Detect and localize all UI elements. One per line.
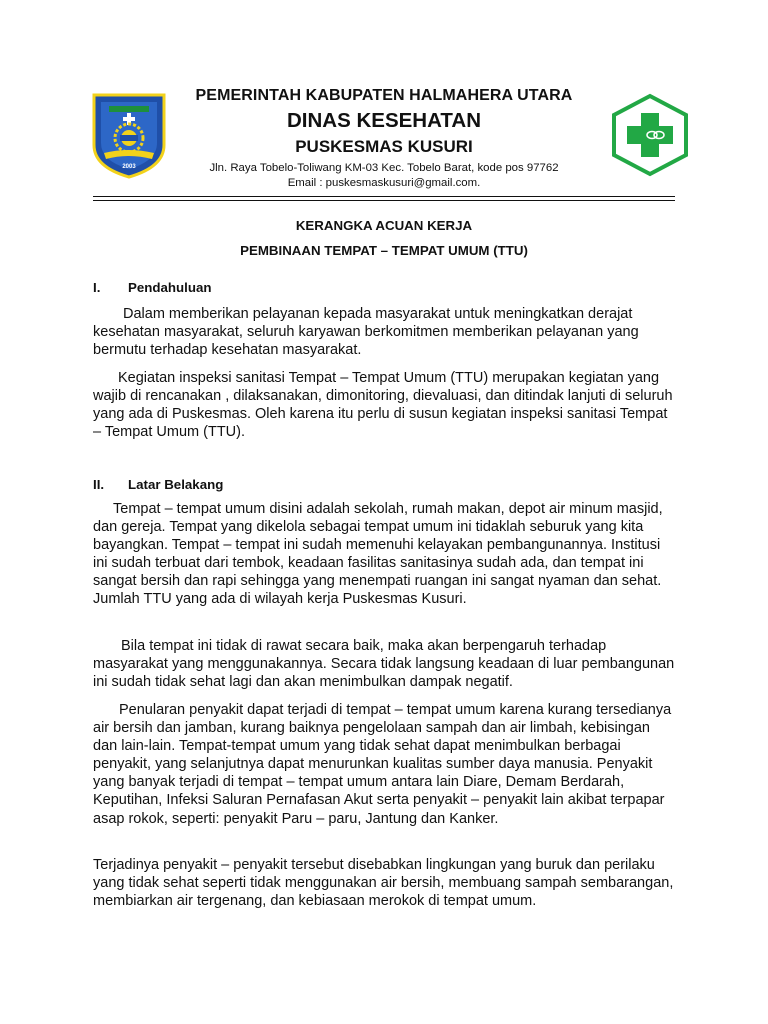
address: Jln. Raya Tobelo-Toliwang KM-03 Kec. Tobelo Barat, kode pos 97762 <box>209 162 559 174</box>
puskesmas-name: PUSKESMAS KUSURI <box>295 137 473 156</box>
letterhead <box>160 86 608 191</box>
paragraph: Tempat – tempat umum disini adalah sekolah, rumah makan, depot air minum masjid, dan gereja. Tempat yang dikelola sebagai tempat umum ini tidaklah seburuk yang kita bayangkan. Tempat – tempat ini sudah memenuhi kelayakan pembangunannya. Institusi ini sudah terbuat dari tembok, keadaan fasilitas sanitasinya sudah ada, dan tempat ini sangat bersih dan rapi sehingga yang menempati ruangan ini sangat nyaman dan sehat. Jumlah TTU yang ada di wilayah kerja Puskesmas Kusuri. <box>93 501 663 608</box>
section-heading-latar-belakang <box>93 477 223 492</box>
header-divider-thick <box>93 196 675 197</box>
paragraph: Dalam memberikan pelayanan kepada masyarakat untuk meningkatkan derajat kesehatan masyarakat, seluruh karyawan berkomitmen memberikan pelayanan yang bermutu terhadap kesehatan masyarakat. <box>93 306 639 359</box>
svg-text:2003: 2003 <box>122 164 136 170</box>
document-subtitle: PEMBINAAN TEMPAT – TEMPAT UMUM (TTU) <box>240 243 528 258</box>
department-name: DINAS KESEHATAN <box>287 109 481 132</box>
email: Email : puskesmaskusuri@gmail.com. <box>287 177 481 189</box>
paragraph: Penularan penyakit dapat terjadi di tempat – tempat umum karena kurang tersedianya air bersih dan jamban, kurang baiknya pengelolaan sampah dan air limbah, kebisingan dan lain-lain. Tempat-tempat umum yang tidak sehat dapat menimbulkan berbagai penyakit, yang selanjutnya dapat menurunkan kualitas sumber daya manusia. Penyakit yang banyak terjadi di tempat – tempat umum antara lain Diare, Demam Berdarah, Keputihan, Infeksi Saluran Pernafasan Akut serta penyakit – penyakit lain akibat terpapar asap rokok, seperti: penyakit Paru – paru, Jantung dan Kanker. <box>93 702 672 827</box>
section-number: II. <box>93 477 105 492</box>
section-title: Pendahuluan <box>128 280 212 295</box>
section-number: I. <box>93 280 101 295</box>
paragraph: Terjadinya penyakit – penyakit tersebut disebabkan lingkungan yang buruk dan perilaku yang tidak sehat seperti tidak menggunakan air bersih, membuang sampah sembarangan, membiarkan air tergenang, dan kebiasaan merokok di tempat umum. <box>93 857 674 910</box>
section-title: Latar Belakang <box>128 477 224 492</box>
document-title: KERANGKA ACUAN KERJA <box>295 218 473 233</box>
section-heading-pendahuluan <box>93 280 211 295</box>
paragraph: Kegiatan inspeksi sanitasi Tempat – Tempat Umum (TTU) merupakan kegiatan yang wajib di rencanakan , dilaksanakan, dimonitoring, dievaluasi, dan ditindak lanjuti di seluruh yang ada di Puskesmas. Oleh karena itu perlu di susun kegiatan inspeksi sanitasi Tempat – Tempat Umum (TTU). <box>93 370 673 441</box>
government-name: PEMERINTAH KABUPATEN HALMAHERA UTARA <box>195 87 573 104</box>
puskesmas-cross-icon <box>610 93 690 177</box>
regency-emblem-icon <box>92 93 166 179</box>
header-divider-thin <box>93 200 675 201</box>
paragraph: Bila tempat ini tidak di rawat secara baik, maka akan berpengaruh terhadap masyarakat yang menggunakannya. Secara tidak langsung keadaan di luar pembangunan ini sudah tidak sehat lagi dan akan menimbulkan dampak negatif. <box>93 638 675 691</box>
